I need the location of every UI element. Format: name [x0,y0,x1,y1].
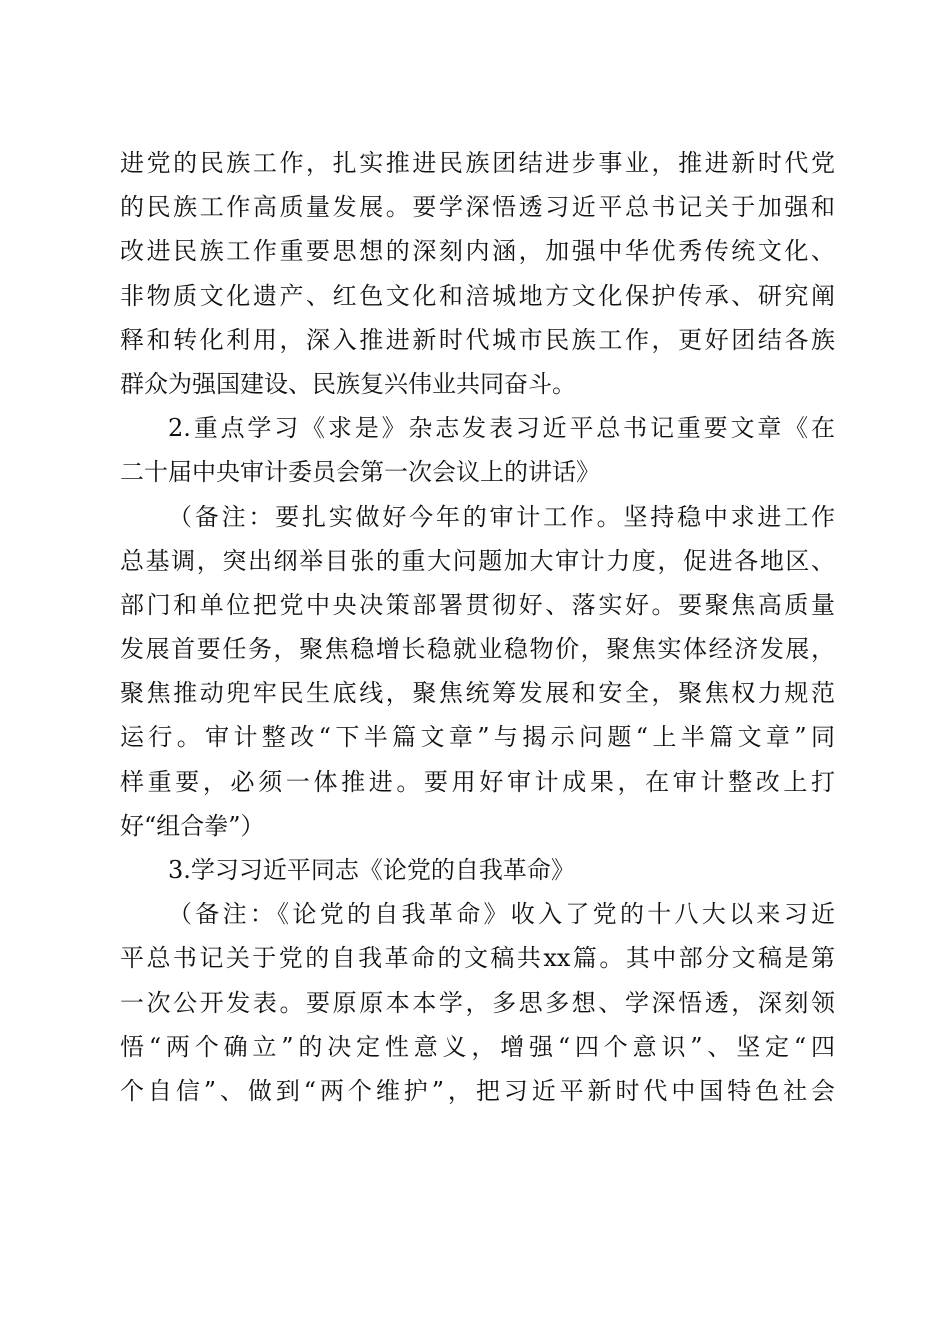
text-line: 群众为强国建设、民族复兴伟业共同奋斗。 [120,369,576,398]
text-line: 总基调，突出纲举目张的重大问题加大审计力度，促进各地区、 [120,546,835,575]
text-line: 聚焦推动兜牢民生底线，聚焦统筹发展和安全，聚焦权力规范 [120,679,835,708]
text-line: 一次公开发表。要原原本本学，多思多想、学深悟透，深刻领 [120,988,835,1017]
text-line: 样重要，必须一体推进。要用好审计成果，在审计整改上打 [120,767,835,796]
text-line: 平总书记关于党的自我革命的文稿共xx篇。其中部分文稿是第 [120,944,835,973]
text-line: （备注：《论党的自我革命》收入了党的十八大以来习近 [168,900,835,929]
text-line: 释和转化利用，深入推进新时代城市民族工作，更好团结各族 [120,325,835,354]
text-line: 运行。审计整改“下半篇文章”与揭示问题“上半篇文章”同 [120,723,835,752]
text-line: 非物质文化遗产、红色文化和涪城地方文化保护传承、研究阐 [120,281,835,310]
text-line: （备注：要扎实做好今年的审计工作。坚持稳中求进工作 [168,502,835,531]
document-body [120,141,835,1113]
text-line: 改进民族工作重要思想的深刻内涵，加强中华优秀传统文化、 [120,237,835,266]
text-line: 2.重点学习《求是》杂志发表习近平总书记重要文章《在 [168,414,835,443]
text-line: 个自信”、做到“两个维护”，把习近平新时代中国特色社会 [120,1076,835,1105]
text-line: 部门和单位把党中央决策部署贯彻好、落实好。要聚焦高质量 [120,590,835,619]
text-line: 3.学习习近平同志《论党的自我革命》 [168,856,575,884]
text-line: 悟“两个确立”的决定性意义，增强“四个意识”、坚定“四 [120,1032,835,1061]
text-line: 发展首要任务，聚焦稳增长稳就业稳物价，聚焦实体经济发展， [120,635,835,664]
text-line: 进党的民族工作，扎实推进民族团结进步事业，推进新时代党 [120,149,835,177]
text-line: 的民族工作高质量发展。要学深悟透习近平总书记关于加强和 [120,193,835,222]
text-line: 好“组合拳”） [120,811,265,840]
text-line: 二十届中央审计委员会第一次会议上的讲话》 [120,458,600,487]
